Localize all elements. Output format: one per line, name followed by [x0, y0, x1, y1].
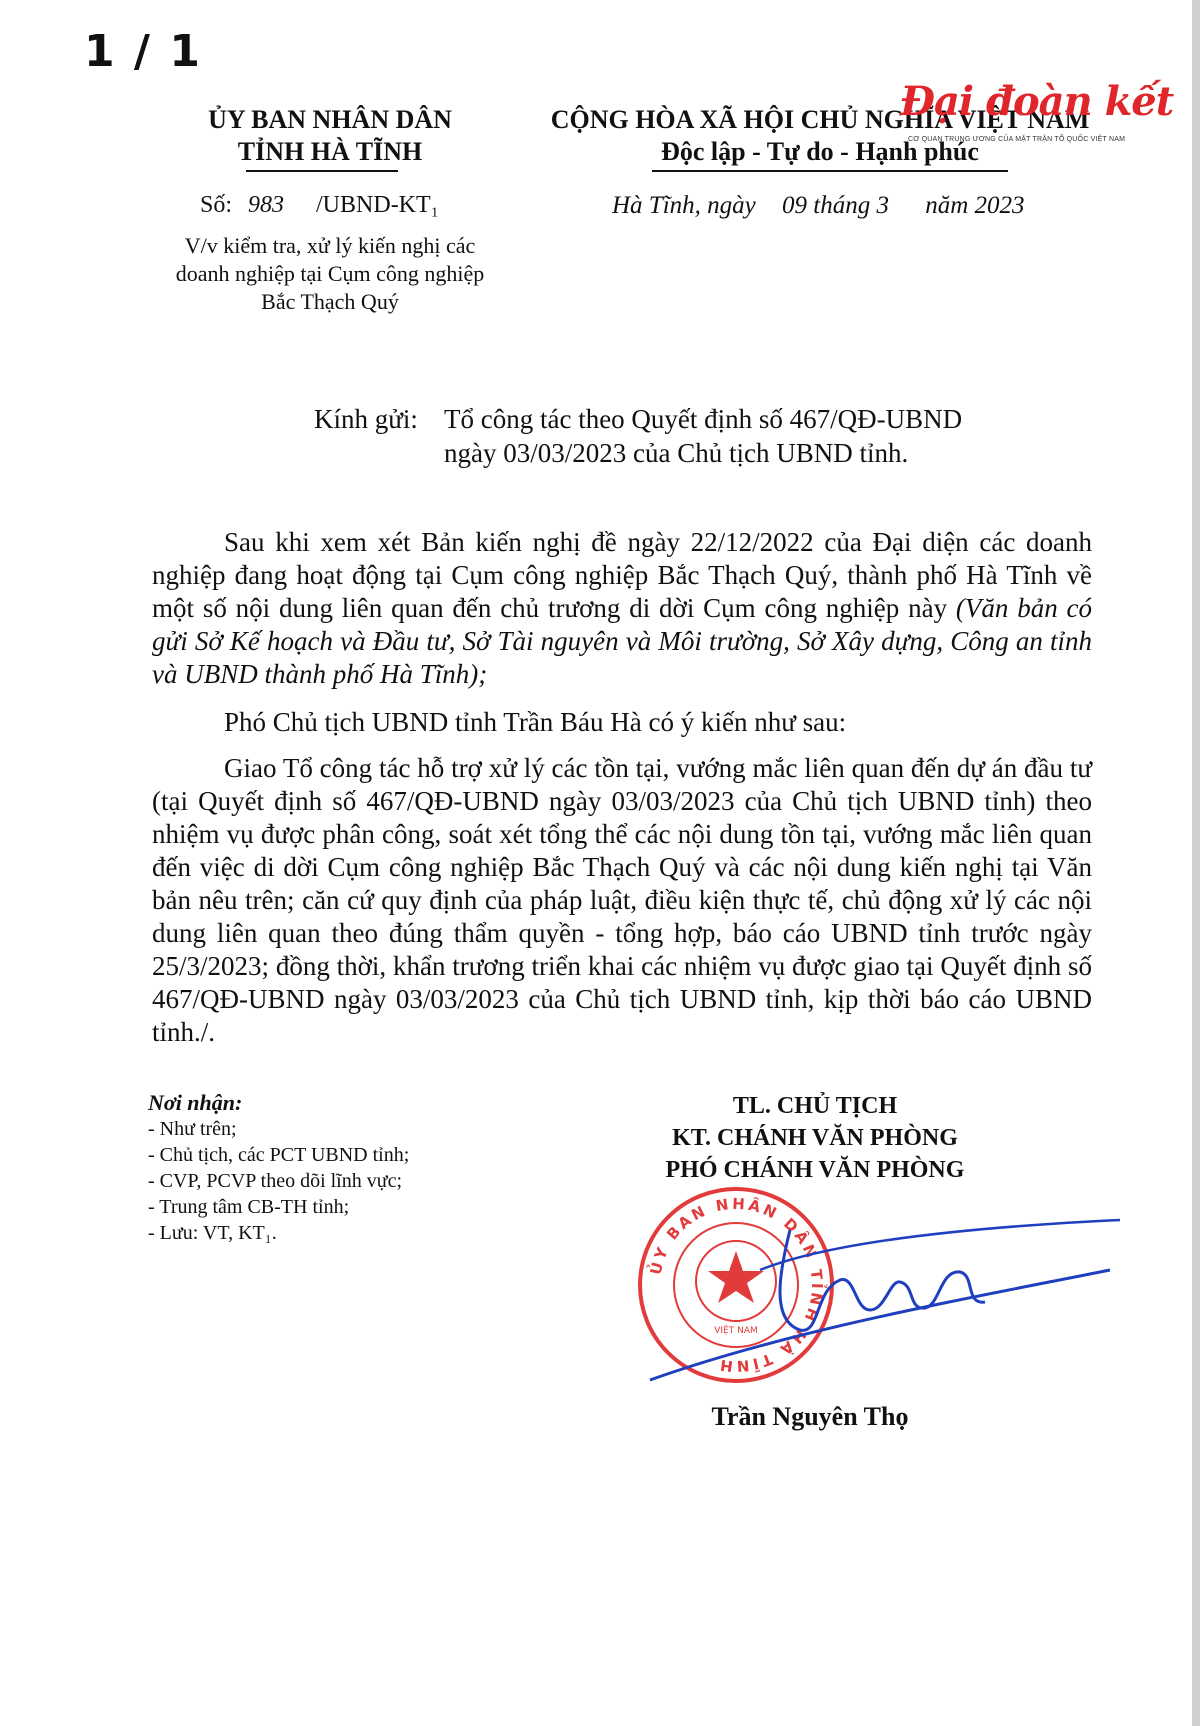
date-day: 09 — [782, 192, 807, 219]
recipient-item: - CVP, PCVP theo dõi lĩnh vực; — [148, 1170, 403, 1192]
addressee-label: Kính gửi: — [314, 404, 418, 434]
watermark-logo: Đại đoàn kết — [900, 78, 1174, 125]
issuer-line2: TỈNH HÀ TĨNH — [237, 137, 423, 166]
recipient-item: - Chủ tịch, các PCT UBND tỉnh; — [148, 1144, 410, 1166]
issuer-line1: ỦY BAN NHÂN DÂN — [208, 105, 452, 134]
date-month-word: tháng — [813, 192, 871, 219]
national-line1: CỘNG HÒA XÃ HỘI CHỦ NGHĨA VIỆT NAM — [550, 105, 1090, 134]
subject-line: Bắc Thạch Quý — [261, 289, 399, 314]
recipients-block — [148, 1090, 409, 1246]
body-paragraph-2: Phó Chủ tịch UBND tỉnh Trần Báu Hà có ý kiến như sau: — [224, 707, 847, 737]
signature-block — [600, 1090, 1030, 1186]
signature-line3: PHÓ CHÁNH VĂN PHÒNG — [665, 1157, 965, 1183]
doc-number-value: 983 — [248, 192, 285, 218]
body-p1-italic: (Văn bản có gửi Sở Kế hoạch và Đầu tư, Sở Tài nguyên và Môi trường, Sở Xây dựng, Công an tỉnh và UBND thành phố Hà Tĩnh); — [152, 593, 1092, 689]
body-p1-text: Sau khi xem xét Bản kiến nghị đề ngày 22/12/2022 của Đại diện các doanh nghiệp đang hoạt động tại Cụm công nghiệp Bắc Thạch Quý, thành phố Hà Tĩnh về một số nội dung liên quan đến chủ trương di dời Cụm công nghiệp này — [152, 527, 1092, 623]
recipient-item: - Lưu: VT, KT₁. — [148, 1222, 277, 1244]
date-year-word: năm — [925, 192, 969, 219]
addressee-line1: Tổ công tác theo Quyết định số 467/QĐ-UBND — [444, 404, 963, 434]
recipient-item: - Trung tâm CB-TH tỉnh; — [148, 1196, 350, 1218]
subject-block — [130, 232, 530, 316]
addressee-text — [444, 402, 1084, 470]
subject-line: V/v kiểm tra, xử lý kiến nghị các — [184, 233, 476, 258]
page-counter: 1 / 1 — [84, 26, 202, 77]
national-line2: Độc lập - Tự do - Hạnh phúc — [661, 137, 979, 166]
date-year: 2023 — [974, 192, 1025, 219]
date-month: 3 — [876, 192, 889, 219]
doc-number-label: Số: — [200, 192, 233, 218]
watermark-tagline: CƠ QUAN TRUNG ƯƠNG CỦA MẶT TRẬN TỔ QUỐC VIỆT NAM — [908, 136, 1126, 143]
stamp-ring-text: ỦY BAN NHÂN DÂN TỈNH HÀ TĨNH — [646, 1194, 827, 1376]
issuer-underline — [246, 170, 398, 172]
recipients-header: Nơi nhận: — [148, 1090, 243, 1115]
subject-line: doanh nghiệp tại Cụm công nghiệp — [175, 261, 485, 286]
addressee-line2: ngày 03/03/2023 của Chủ tịch UBND tỉnh. — [444, 438, 909, 468]
issue-date — [612, 192, 1025, 220]
handwritten-signature — [640, 1210, 1120, 1410]
page-edge — [1192, 0, 1200, 1726]
date-prefix: Hà Tĩnh, ngày — [612, 192, 756, 219]
signature-line1: TL. CHỦ TỊCH — [732, 1093, 898, 1119]
body-paragraph-1 — [152, 526, 1092, 691]
doc-number-suffix: /UBND-KT₁ — [316, 192, 440, 218]
recipient-item: - Như trên; — [148, 1118, 237, 1140]
stamp-emblem-text: VIỆT NAM — [714, 1326, 758, 1336]
signature-line2: KT. CHÁNH VĂN PHÒNG — [672, 1125, 958, 1151]
issuer-block — [180, 104, 480, 168]
body-paragraph-3: Giao Tổ công tác hỗ trợ xử lý các tồn tại, vướng mắc liên quan đến dự án đầu tư (tại Quyết định số 467/QĐ-UBND ngày 03/03/2023 của Chủ tịch UBND tỉnh) theo nhiệm vụ được phân công, soát xét tổng thể các nội dung tồn tại, vướng mắc liên quan đến việc di dời Cụm công nghiệp Bắc Thạch Quý và các nội dung kiến nghị tại Văn bản nêu trên; căn cứ quy định của pháp luật, điều kiện thực tế, chủ động xử lý các nội dung liên quan theo đúng thẩm quyền - tổng hợp, báo cáo UBND tỉnh trước ngày 25/3/2023; đồng thời, khẩn trương triển khai các nhiệm vụ được giao tại Quyết định số 467/QĐ-UBND ngày 03/03/2023 của Chủ tịch UBND tỉnh, kịp thời báo cáo UBND tỉnh./. — [152, 753, 1092, 1047]
doc-number — [200, 192, 439, 219]
motto-underline — [652, 170, 1008, 172]
signer-name: Trần Nguyên Thọ — [711, 1402, 909, 1431]
